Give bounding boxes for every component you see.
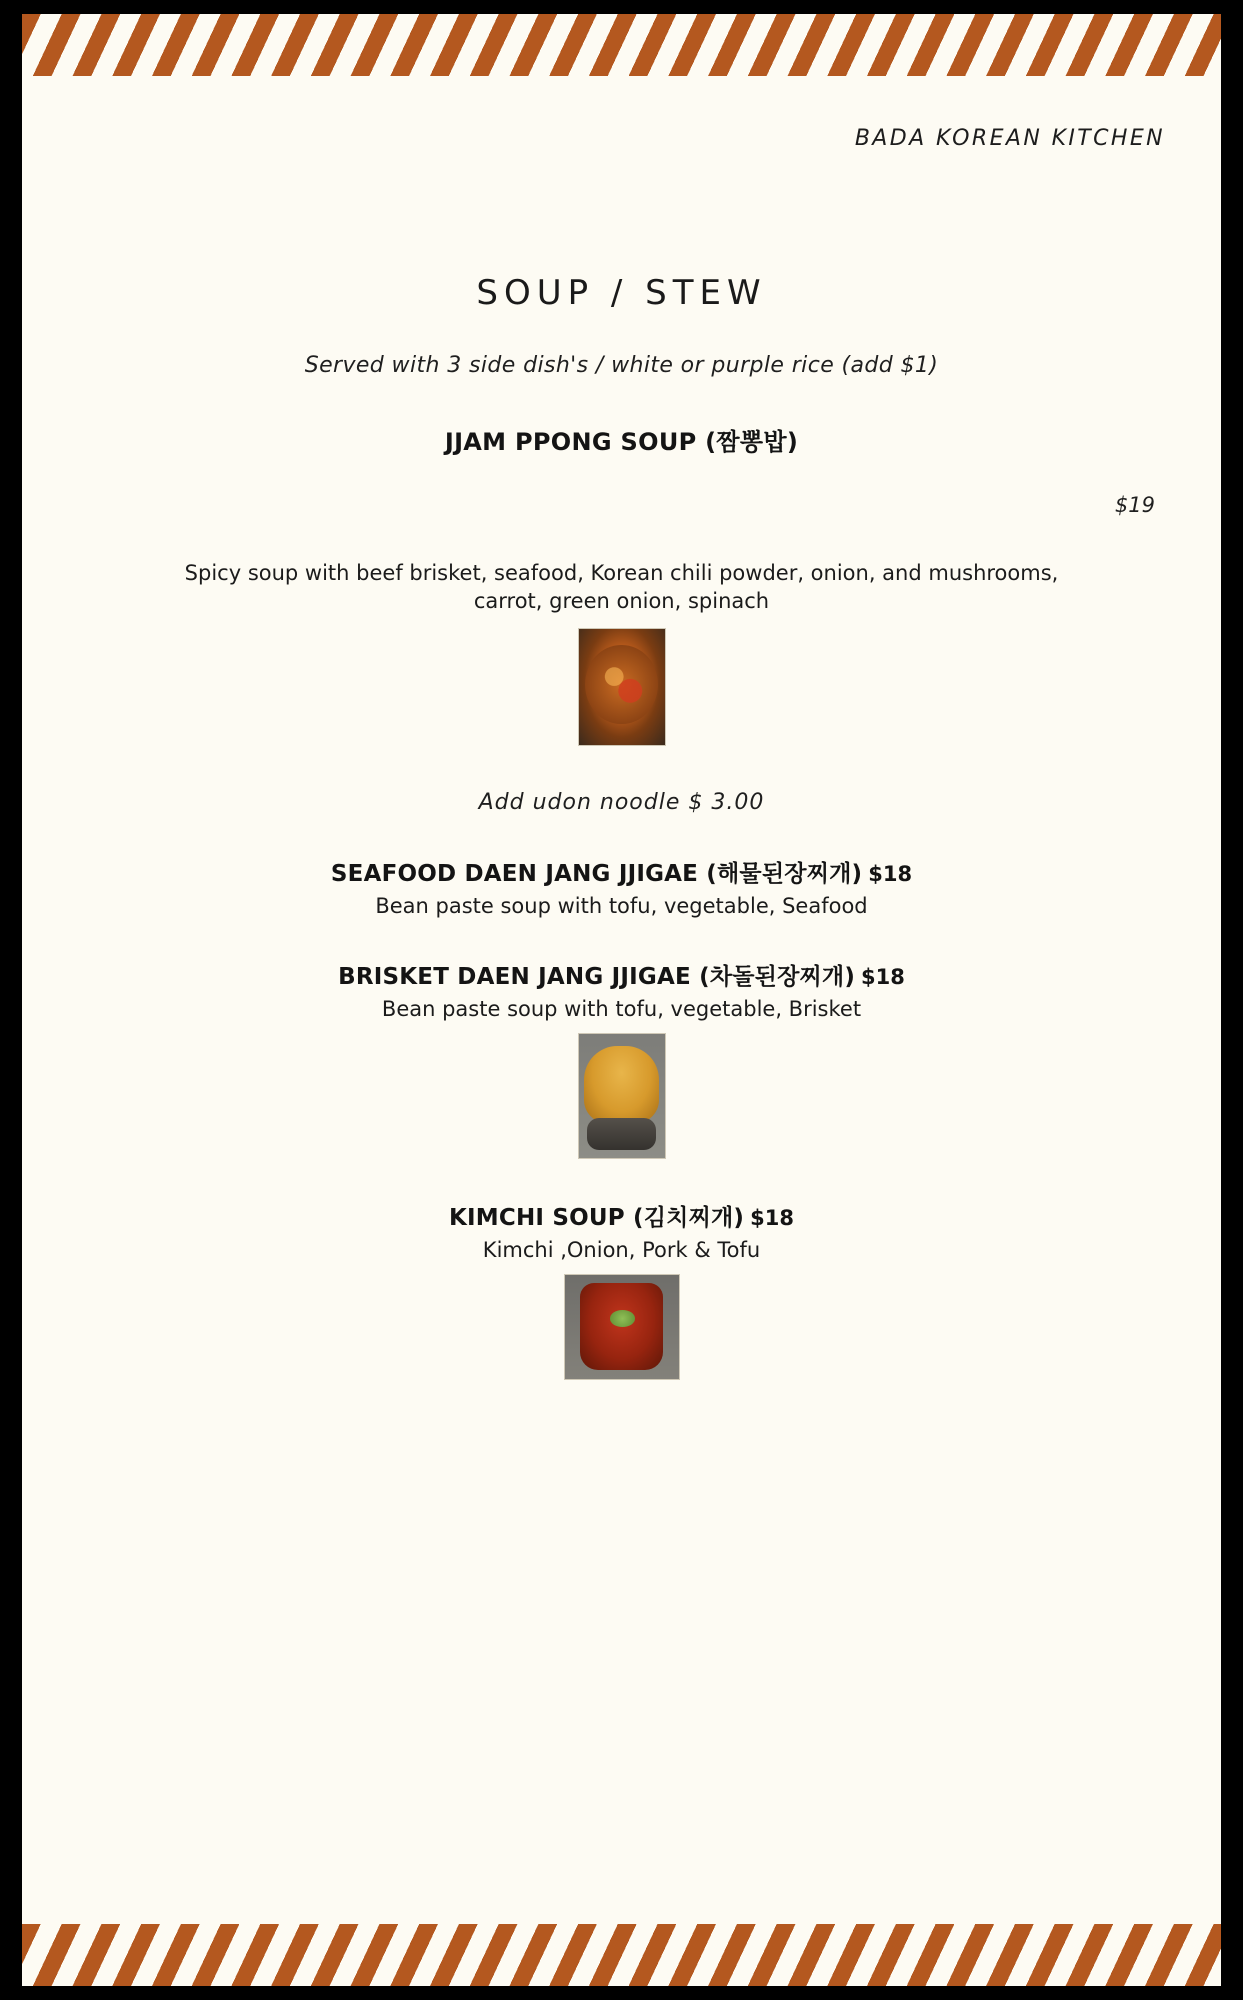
menu-item-heading <box>60 855 1183 888</box>
featured-dish-description: Spicy soup with beef brisket, seafood, Korean chili powder, onion, and mushrooms, carrot, green onion, spinach <box>184 561 1059 614</box>
menu-item-name: KIMCHI SOUP (김치찌개) <box>449 1204 745 1231</box>
menu-item-description: Bean paste soup with tofu, vegetable, Seafood <box>375 893 868 918</box>
menu-content <box>22 76 1221 1924</box>
menu-item-description: Kimchi ,Onion, Pork & Tofu <box>482 1237 761 1262</box>
menu-item-heading <box>60 958 1183 991</box>
menu-item-description: Bean paste soup with tofu, vegetable, Brisket <box>381 996 862 1021</box>
daen-jang-jjigae-photo <box>578 1033 666 1159</box>
menu-item-name: SEAFOOD DAEN JANG JJIGAE (해물된장찌개) <box>330 860 863 887</box>
page-title: SOUP / STEW <box>476 273 767 313</box>
kimchi-soup-photo <box>564 1274 680 1380</box>
jjam-ppong-soup-photo <box>578 628 666 746</box>
featured-dish-price: $19 <box>1114 493 1155 517</box>
featured-dish-name: JJAM PPONG SOUP (짬뽕밥) <box>444 428 799 456</box>
menu-item-heading <box>60 1199 1183 1232</box>
menu-item-price: $18 <box>868 861 913 886</box>
menu-item-price: $18 <box>861 964 905 989</box>
add-udon-noodle-note: Add udon noodle $ 3.00 <box>478 789 765 815</box>
decorative-stripe-band-top <box>22 14 1221 76</box>
menu-item-seafood-daen-jang-jjigae <box>60 855 1183 918</box>
decorative-stripe-band-bottom <box>22 1924 1221 1986</box>
restaurant-brand-name: BADA KOREAN KITCHEN <box>854 126 1165 151</box>
menu-item-name: BRISKET DAEN JANG JJIGAE (차돌된장찌개) <box>338 963 856 990</box>
menu-item-brisket-daen-jang-jjigae <box>60 958 1183 1021</box>
menu-item-kimchi-soup <box>60 1199 1183 1262</box>
menu-sheet <box>22 14 1221 1986</box>
served-with-note: Served with 3 side dish's / white or purple rice (add $1) <box>304 353 939 378</box>
menu-item-price: $18 <box>750 1205 794 1230</box>
